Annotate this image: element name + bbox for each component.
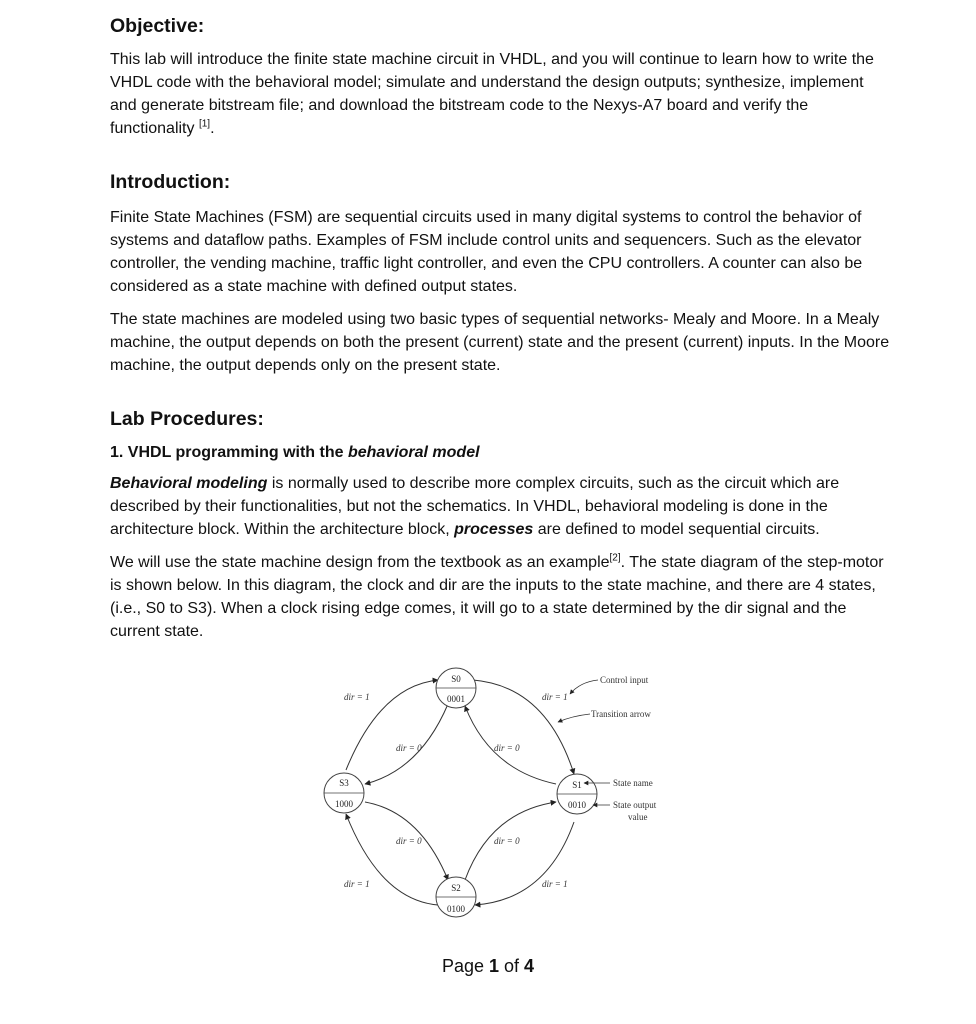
- lab-procedures-section: [110, 407, 890, 643]
- state-s2: [436, 877, 476, 917]
- state-s0: [436, 668, 476, 708]
- annotation-state-output-line2: value: [628, 812, 648, 822]
- label-s1-s2: dir = 1: [542, 879, 568, 889]
- citation-2: [2]: [609, 552, 621, 564]
- label-s0-s1: dir = 1: [542, 692, 568, 702]
- label-s3-s0: dir = 1: [344, 692, 370, 702]
- state-s2-name: S2: [451, 883, 461, 893]
- label-s3-s2: dir = 0: [396, 836, 422, 846]
- objective-paragraph: This lab will introduce the finite state machine circuit in VHDL, and you will continue to learn how to write the VHDL code with the behavioral model; simulate and understand the design outputs; synthesize, implement and generate bitstream file; and download the bitstream code to the Nexys-A7 board and verify the functionality [1].: [110, 51, 874, 137]
- label-s2-s3: dir = 1: [344, 879, 370, 889]
- state-s1: [557, 774, 597, 814]
- lab-step-1-heading: 1. VHDL programming with the behavioral model: [110, 444, 480, 461]
- state-s3: [324, 773, 364, 813]
- document-page: [110, 14, 890, 643]
- state-s1-output: 0010: [568, 800, 586, 810]
- objective-section: [110, 14, 890, 140]
- annotation-transition-arrow: Transition arrow: [591, 709, 651, 719]
- page-footer: Page 1 of 4: [441, 956, 535, 976]
- label-s2-s1: dir = 0: [494, 836, 520, 846]
- arrow-s1-s2: [475, 822, 574, 905]
- annotation-state-name: State name: [613, 778, 653, 788]
- state-s2-output: 0100: [447, 904, 465, 914]
- current-page-number: 1: [489, 956, 500, 976]
- introduction-paragraph-1: Finite State Machines (FSM) are sequential circuits used in many digital systems to control the behavior of systems and dataflow paths. Examples of FSM include control units and sequencers. Such as the elevator controller, the vending machine, traffic light controller, and even the CPU controllers. A counter can also be considered as a state machine with defined output states.: [110, 209, 863, 295]
- citation-1: [1]: [198, 118, 211, 130]
- state-diagram: [310, 662, 690, 922]
- state-s1-name: S1: [572, 780, 582, 790]
- state-machine-paragraph: We will use the state machine design from the textbook as an example[2]. The state diagram of the step-motor is shown below. In this diagram, the clock and dir are the inputs to the state machine, and there are 4 states, (i.e., S0 to S3). When a clock rising edge comes, it will go to a state determined by the dir signal and the current state.: [110, 552, 884, 640]
- annotation-control-input: Control input: [600, 675, 649, 685]
- introduction-heading: Introduction:: [110, 171, 231, 193]
- objective-heading: Objective:: [110, 15, 205, 37]
- state-s3-output: 1000: [335, 799, 353, 809]
- state-s3-name: S3: [339, 778, 349, 788]
- introduction-section: [110, 170, 890, 377]
- state-s0-output: 0001: [447, 694, 465, 704]
- label-s0-s3: dir = 0: [396, 743, 422, 753]
- lab-procedures-heading: Lab Procedures:: [110, 408, 264, 430]
- behavioral-modeling-paragraph: Behavioral modeling is normally used to describe more complex circuits, such as the circuit which are described by their functionalities, but not the schematics. In VHDL, behavioral modeling is done in the architecture block. Within the architecture block, processes are defined to model sequential circuits.: [110, 475, 840, 538]
- introduction-paragraph-2: The state machines are modeled using two basic types of sequential networks- Mealy and Moore. In a Mealy machine, the output depends on both the present (current) state and the present (current) inputs. In the Moore machine, the output depends only on the present state.: [110, 311, 890, 374]
- total-page-count: 4: [524, 956, 535, 976]
- annotation-arrow-control-input: [570, 680, 598, 694]
- state-s0-name: S0: [451, 674, 461, 684]
- label-s1-s0: dir = 0: [494, 743, 520, 753]
- annotation-arrow-transition: [558, 714, 590, 722]
- arrow-s2-s3: [346, 814, 438, 905]
- annotation-state-output-line1: State output: [613, 800, 657, 810]
